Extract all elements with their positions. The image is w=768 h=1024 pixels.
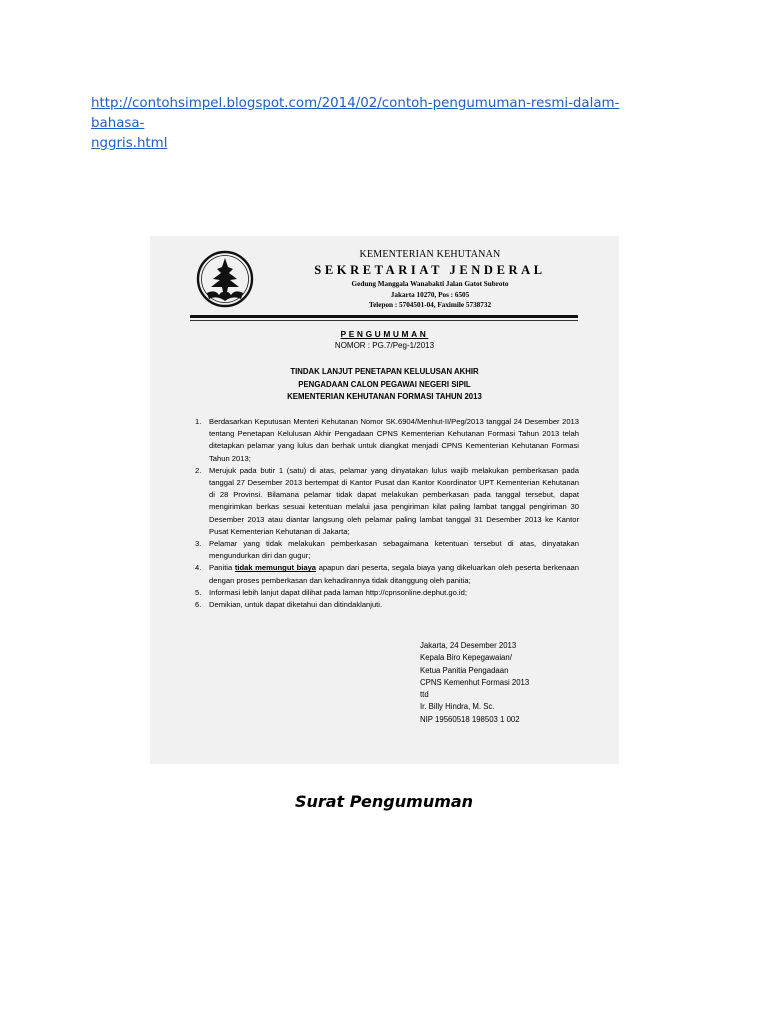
ministry-name: KEMENTERIAN KEHUTANAN (359, 249, 501, 260)
source-url-line-1[interactable]: http://contohsimpel.blogspot.com/2014/02/contoh-pengumuman-resmi-dalam-bahasa- (91, 96, 620, 131)
item-number: 2. (195, 465, 202, 475)
signature-block (420, 640, 610, 726)
item-text: Demikian, untuk dapat diketahui dan ditindaklanjuti. (209, 600, 383, 610)
list-item (195, 465, 579, 538)
source-url-link[interactable] (91, 94, 651, 154)
list-item (195, 587, 579, 599)
list-item (195, 416, 579, 465)
item-emphasis: tidak memungut biaya (234, 563, 317, 573)
item-text: Merujuk pada butir 1 (satu) di atas, pelamar yang dinyatakan lulus wajib melakukan pemberkasan pada tanggal 27 Desember 2013 bertempat di Kantor Pusat dan Kantor Koordinator UPT Kementerian Kehutanan di 28 Provinsi. Bilamana pelamar tidak dapat melakukan pemberkasan pada tanggal tersebut, dapat mengirimkan berkas sesuai ketentuan melalui jasa pengiriman kilat paling lambat tanggal pengiriman 30 Desember 2013 atau diantar langsung oleh pelamar paling lambat tanggal 31 Desember 2013 ke Kantor Pusat Kementerian Kehutanan di Jakarta; (209, 465, 579, 536)
letterhead-divider-thick (190, 315, 578, 318)
image-caption: Surat Pengumuman (294, 792, 474, 811)
list-item (195, 562, 579, 586)
announcement-scan-image (150, 236, 619, 764)
list-item (195, 599, 579, 611)
signature-role: Kepala Biro Kepegawaian/ (420, 653, 512, 663)
item-number: 5. (195, 587, 202, 597)
item-number: 6. (195, 600, 202, 610)
announcement-items (195, 416, 579, 611)
signature-place-date: Jakarta, 24 Desember 2013 (420, 641, 517, 650)
subject-line: PENGADAAN CALON PEGAWAI NEGERI SIPIL (298, 379, 471, 389)
item-number: 1. (195, 417, 202, 426)
item-text: Pelamar yang tidak melakukan pemberkasan sebagaimana ketentuan tersebut di atas, dinyatakan mengundurkan diri dan gugur; (209, 539, 579, 561)
subject-line: TINDAK LANJUT PENETAPAN KELULUSAN AKHIR (290, 367, 479, 376)
address-line-2: Jakarta 10270, Pos : 6505 (390, 290, 470, 299)
item-number: 4. (195, 563, 202, 573)
phone-line: Telepon : 5704501-04, Faximile 5738732 (368, 301, 492, 309)
letterhead (260, 249, 600, 311)
signature-ttd: ttd (420, 690, 429, 700)
secretariat-name: SEKRETARIAT JENDERAL (314, 263, 546, 277)
letterhead-divider-thin (190, 320, 578, 321)
signature-role: Ketua Panitia Pengadaan (420, 665, 509, 675)
signature-nip: NIP 19560518 198503 1 002 (420, 714, 520, 724)
signature-name: Ir. Billy Hindra, M. Sc. (420, 702, 495, 712)
announcement-title: PENGUMUMAN (340, 329, 429, 339)
item-text: Berdasarkan Keputusan Menteri Kehutanan Nomor SK.6904/Menhut-II/Peg/2013 tanggal 24 Desember 2013 tentang Penetapan Kelulusan Akhir Pengadaan CPNS Kementerian Kehutanan Formasi Tahun 2013 telah ditetapkan pelamar yang lulus dan berhak untuk diangkat menjadi CPNS Kementerian Kehutanan Formasi Tahun 2013; (209, 417, 579, 463)
ministry-tree-logo-icon (195, 249, 255, 309)
list-item (195, 538, 579, 562)
announcement-number: NOMOR : PG.7/Peg-1/2013 (334, 341, 435, 350)
announcement-subject (150, 366, 619, 404)
item-text: Informasi lebih lanjut dapat dilihat pada laman http://cpnsonline.dephut.go.id; (209, 587, 467, 597)
item-text-pre: Panitia (209, 563, 235, 573)
item-number: 3. (195, 539, 202, 549)
item-text-post: apapun dari peserta, segala biaya yang dikeluarkan oleh peserta berkenaan dengan proses pemberkasan dan kehadirannya tidak ditanggung oleh panitia; (209, 563, 579, 585)
signature-role: CPNS Kemenhut Formasi 2013 (420, 677, 530, 687)
address-line-1: Gedung Manggala Wanabakti Jalan Gatot Subroto (351, 280, 509, 288)
subject-line: KEMENTERIAN KEHUTANAN FORMASI TAHUN 2013 (287, 392, 482, 401)
source-url-line-2[interactable]: nggris.html (91, 136, 168, 151)
